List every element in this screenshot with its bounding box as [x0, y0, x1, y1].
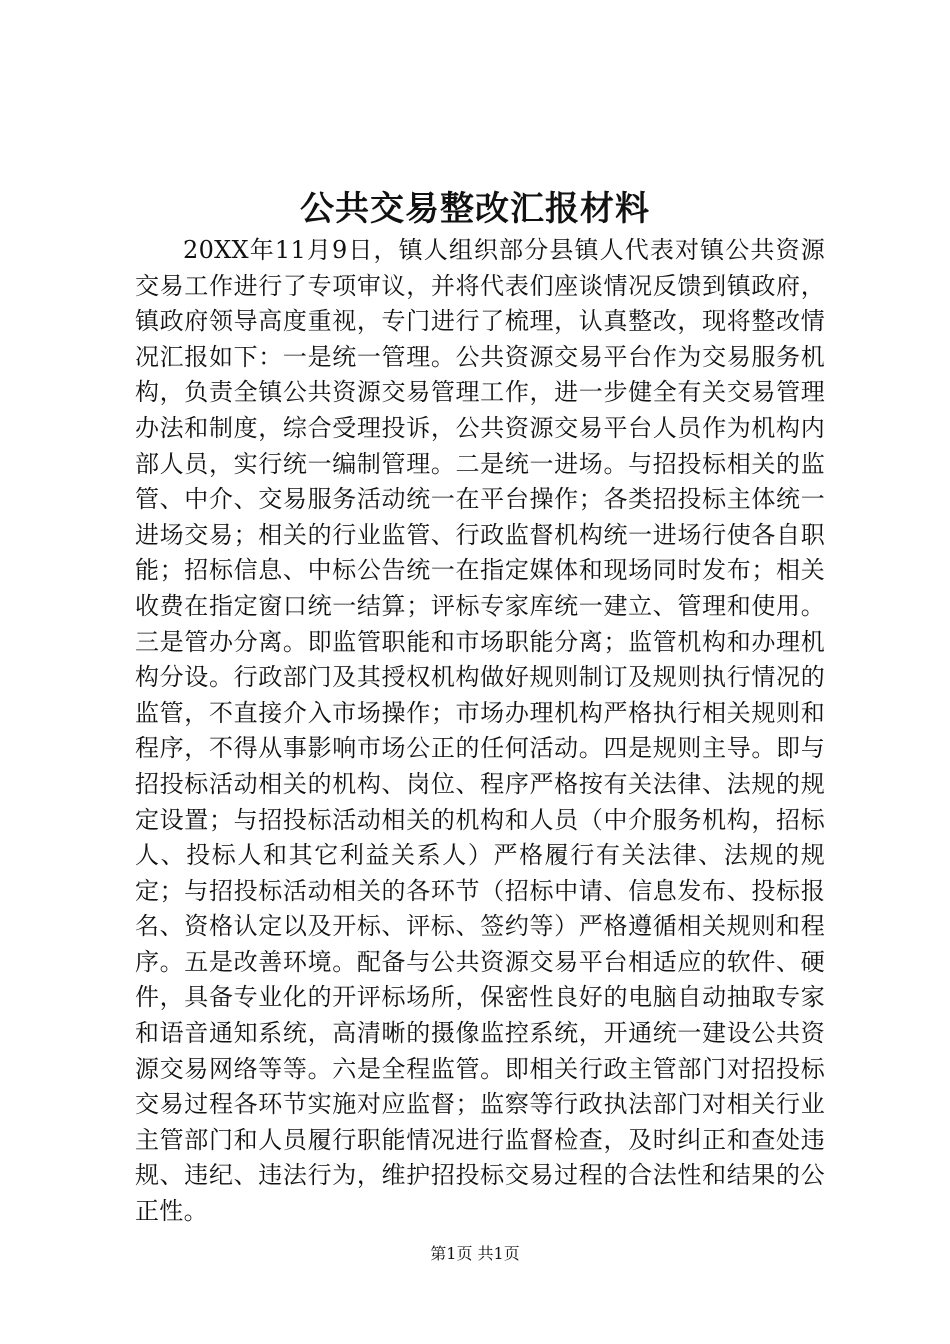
document-body-paragraph: 20XX年11月9日，镇人组织部分县镇人代表对镇公共资源交易工作进行了专项审议，并将代表们座谈情况反馈到镇政府，镇政府领导高度重视，专门进行了梳理，认真整改，现将整改情况汇报如下：一是统一管理。公共资源交易平台作为交易服务机构，负责全镇公共资源交易管理工作，进一步健全有关交易管理办法和制度，综合受理投诉，公共资源交易平台人员作为机构内部人员，实行统一编制管理。二是统一进场。与招投标相关的监管、中介、交易服务活动统一在平台操作；各类招投标主体统一进场交易；相关的行业监管、行政监督机构统一进场行使各自职能；招标信息、中标公告统一在指定媒体和现场同时发布；相关收费在指定窗口统一结算；评标专家库统一建立、管理和使用。三是管办分离。即监管职能和市场职能分离；监管机构和办理机构分设。行政部门及其授权机构做好规则制订及规则执行情况的监管，不直接介入市场操作；市场办理机构严格执行相关规则和程序，不得从事影响市场公正的任何活动。四是规则主导。即与招投标活动相关的机构、岗位、程序严格按有关法律、法规的规定设置；与招投标活动相关的机构和人员（中介服务机构，招标人、投标人和其它利益关系人）严格履行有关法律、法规的规定；与招投标活动相关的各环节（招标中请、信息发布、投标报名、资格认定以及开标、评标、签约等）严格遵循相关规则和程序。五是改善环境。配备与公共资源交易平台相适应的软件、硬件，具备专业化的开评标场所，保密性良好的电脑自动抽取专家和语音通知系统，高清晰的摄像监控系统，开通统一建设公共资源交易网络等等。六是全程监管。即相关行政主管部门对招投标交易过程各环节实施对应监督；监察等行政执法部门对相关行业主管部门和人员履行职能情况进行监督检查，及时纠正和查处违规、违纪、违法行为，维护招投标交易过程的合法性和结果的公正性。	[135, 236, 825, 1226]
page-footer: 第1页 共1页	[430, 1244, 520, 1263]
document-title: 公共交易整改汇报材料	[300, 189, 650, 229]
